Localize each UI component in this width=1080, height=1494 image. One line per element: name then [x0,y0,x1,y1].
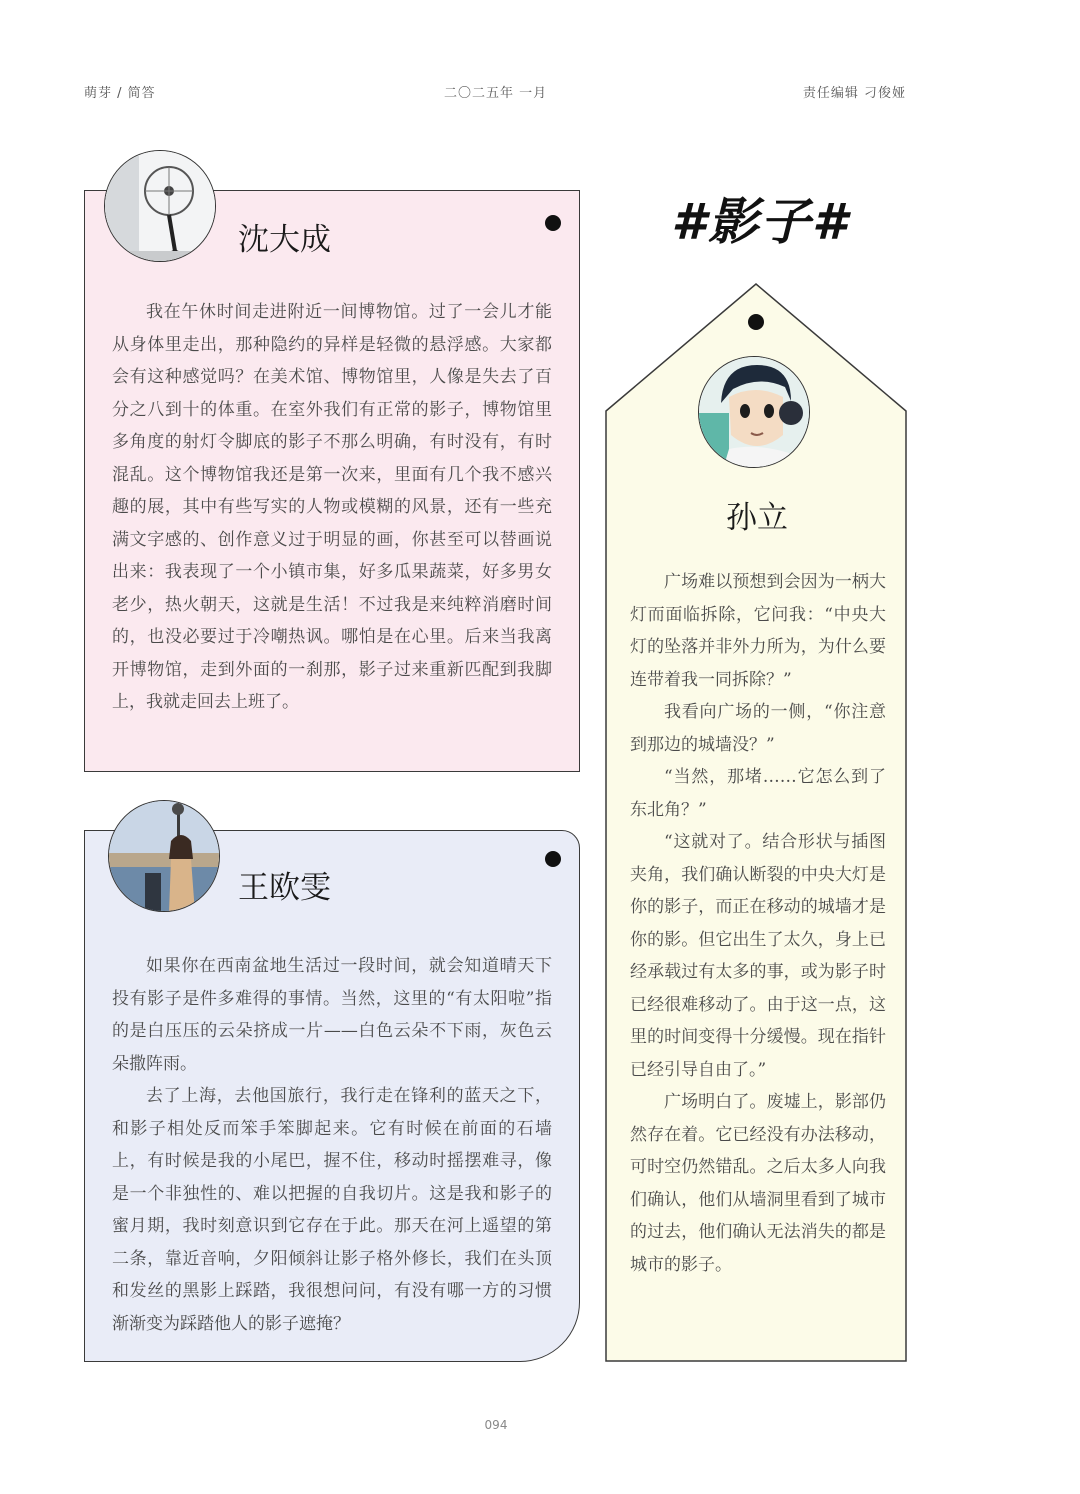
author-avatar-portrait-photo [108,800,220,912]
essay-paragraph: “这就对了。结合形状与插图夹角，我们确认断裂的中央大灯是你的影子，而正在移动的城墙才是你的影。但它出生了太久，身上已经承载过有太多的事，或为影子时已经很难移动了。由于这一点，这里的时间变得十分缓慢。现在指针已经引导自由了。” [630,832,886,1080]
author-avatar-fan-photo [104,150,216,262]
essay-text-sun [630,566,886,1281]
header-date: 二〇二五年 一月 [444,86,548,101]
author-name-shen: 沈大成 [238,222,331,258]
essay-paragraph: 广场难以预想到会因为一柄大灯而面临拆除，它问我：“中央大灯的坠落并非外力所为，为什么要连带着我一同拆除？” [630,572,886,690]
author-avatar-anime [698,356,810,468]
essay-text-wang [112,950,552,1340]
essay-paragraph: 我在午休时间走进附近一间博物馆。过了一会儿才能从身体里走出，那种隐约的异样是轻微的悬浮感。大家都会有这种感觉吗？在美术馆、博物馆里，人像是失去了百分之八到十的体重。在室外我们有正常的影子，博物馆里多角度的射灯令脚底的影子不那么明确，有时没有，有时混乱。这个博物馆我还是第一次来，里面有几个我不感兴趣的展，其中有些写实的人物或模糊的风景，还有一些充满文字感的、创作意义过于明显的画，你甚至可以替画说出来：我表现了一个小镇市集，好多瓜果蔬菜，好多男女老少，热火朝天，这就是生活！不过我是来纯粹消磨时间的，也没必要过于冷嘲热讽。哪怕是在心里。后来当我离开博物馆，走到外面的一刹那，影子过来重新匹配到我脚上，我就走回去上班了。 [112,302,552,712]
anime-character-icon [699,357,810,468]
essay-paragraph: 广场明白了。废墟上，影部仍然存在着。它已经没有办法移动，可时空仍然错乱。之后太多人向我们确认，他们从墙洞里看到了城市的过去，他们确认无法消失的都是城市的影子。 [630,1092,886,1275]
portrait-icon [109,801,220,912]
card-dot-decoration [545,851,561,867]
essay-paragraph: 去了上海，去他国旅行，我行走在锋利的蓝天之下，和影子相处反而笨手笨脚起来。它有时候在前面的石墙上，有时候是我的小尾巴，握不住，移动时摇摆难寻，像是一个非独性的、难以把握的自我切片。这是我和影子的蜜月期，我时刻意识到它存在于此。那天在河上遥望的第二条，靠近音响，夕阳倾斜让影子格外修长，我们在头顶和发丝的黑影上踩踏，我很想问问，有没有哪一方的习惯渐渐变为踩踏他人的影子遮掩？ [112,1086,552,1334]
page-number: 094 [484,1418,508,1432]
card-dot-decoration [545,215,561,231]
essay-text-shen [112,296,552,719]
fan-icon [105,151,216,262]
essay-paragraph: “当然，那堵……它怎么到了东北角？” [630,767,886,820]
author-name-wang: 王欧雯 [238,870,331,906]
header-section-label: 萌芽 / 简答 [84,86,156,101]
author-name-sun: 孙立 [726,500,788,536]
essay-paragraph: 如果你在西南盆地生活过一段时间，就会知道晴天下投有影子是件多难得的事情。当然，这里的“有太阳啦”指的是白压压的云朵挤成一片——白色云朵不下雨，灰色云朵撒阵雨。 [112,956,552,1074]
page-title: #影子# [671,193,849,251]
card-dot-decoration [748,314,764,330]
header-editor: 责任编辑 刁俊娅 [802,86,906,101]
essay-paragraph: 我看向广场的一侧，“你注意到那边的城墙没？” [630,702,886,755]
